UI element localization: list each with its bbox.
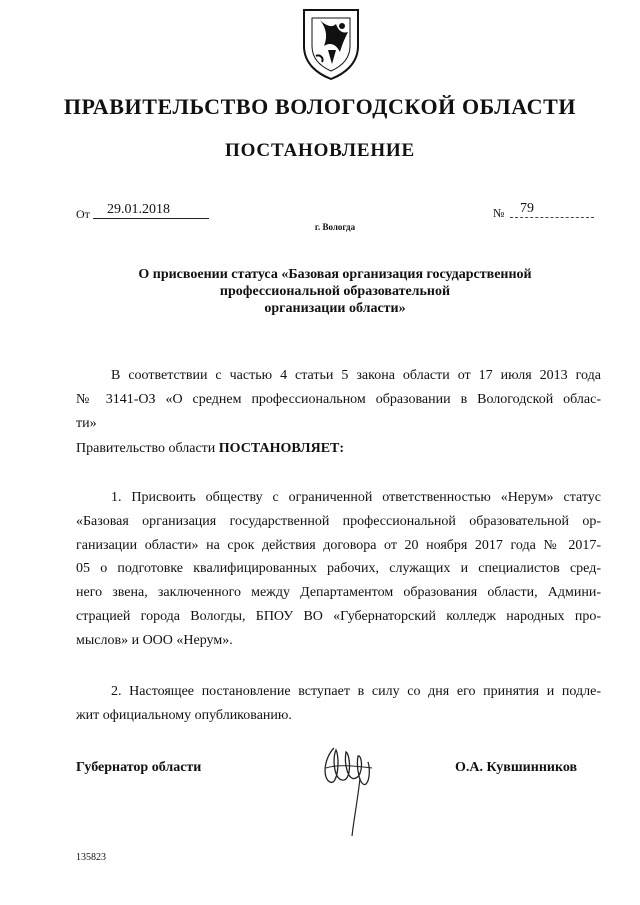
clause-2 xyxy=(76,680,601,728)
signer-name: О.А. Кувшинников xyxy=(455,760,578,775)
preamble-line: В соответствии с частью 4 статьи 5 закона области от 17 июля 2013 года xyxy=(111,368,601,383)
clause-line: мыслов» и ООО «Нерум». xyxy=(76,632,233,648)
subject-line: организации области» xyxy=(264,301,406,316)
clause-line: 1. Присвоить обществу с ограниченной ответственностью «Нерум» статус xyxy=(111,490,601,505)
subject-line: профессиональной образовательной xyxy=(219,284,451,299)
document-number: 79 xyxy=(510,201,594,218)
preamble-line: № 3141-ОЗ «О среднем профессиональном образовании в Вологодской облас- xyxy=(76,391,601,407)
clause-line: 05 о подготовке квалифицированных рабочих, служащих и специалистов сред- xyxy=(76,561,601,577)
document-subject xyxy=(110,266,560,317)
handwritten-signature-icon xyxy=(316,738,378,840)
government-title: ПРАВИТЕЛЬСТВО ВОЛОГОДСКОЙ ОБЛАСТИ xyxy=(63,94,577,119)
number-label: № xyxy=(493,206,505,220)
clause-line: 2. Настоящее постановление вступает в силу со дня его принятия и подле- xyxy=(111,684,601,699)
subject-line: О присвоении статуса «Базовая организация государственной xyxy=(138,267,532,282)
preamble-line: ти» xyxy=(76,415,97,431)
decree-word: ПОСТАНОВЛЯЕТ: xyxy=(218,441,345,456)
signer-role: Губернатор области xyxy=(76,760,202,775)
clause-line: страцией города Вологды, БПОУ ВО «Губернаторский колледж народных про- xyxy=(76,608,601,624)
document-code: 135823 xyxy=(76,852,106,863)
clause-line: «Базовая организация государственной профессиональной образовательной ор- xyxy=(76,513,601,529)
coat-of-arms-icon xyxy=(298,6,364,82)
clause-line: него звена, заключенного между Департаментом образования области, Админи- xyxy=(76,585,601,601)
city-label: г. Вологда xyxy=(314,222,356,232)
document-type: ПОСТАНОВЛЕНИЕ xyxy=(225,140,415,161)
decree-prefix: Правительство области xyxy=(76,441,219,456)
clause-line: ганизации области» на срок действия договора от 20 ноября 2017 года № 2017- xyxy=(76,537,601,553)
date-label: От xyxy=(76,207,90,221)
decree-line xyxy=(76,437,601,461)
preamble xyxy=(76,364,601,435)
document-date: 29.01.2018 xyxy=(93,202,209,219)
clause-line: жит официальному опубликованию. xyxy=(76,707,292,723)
clause-1 xyxy=(76,486,601,653)
